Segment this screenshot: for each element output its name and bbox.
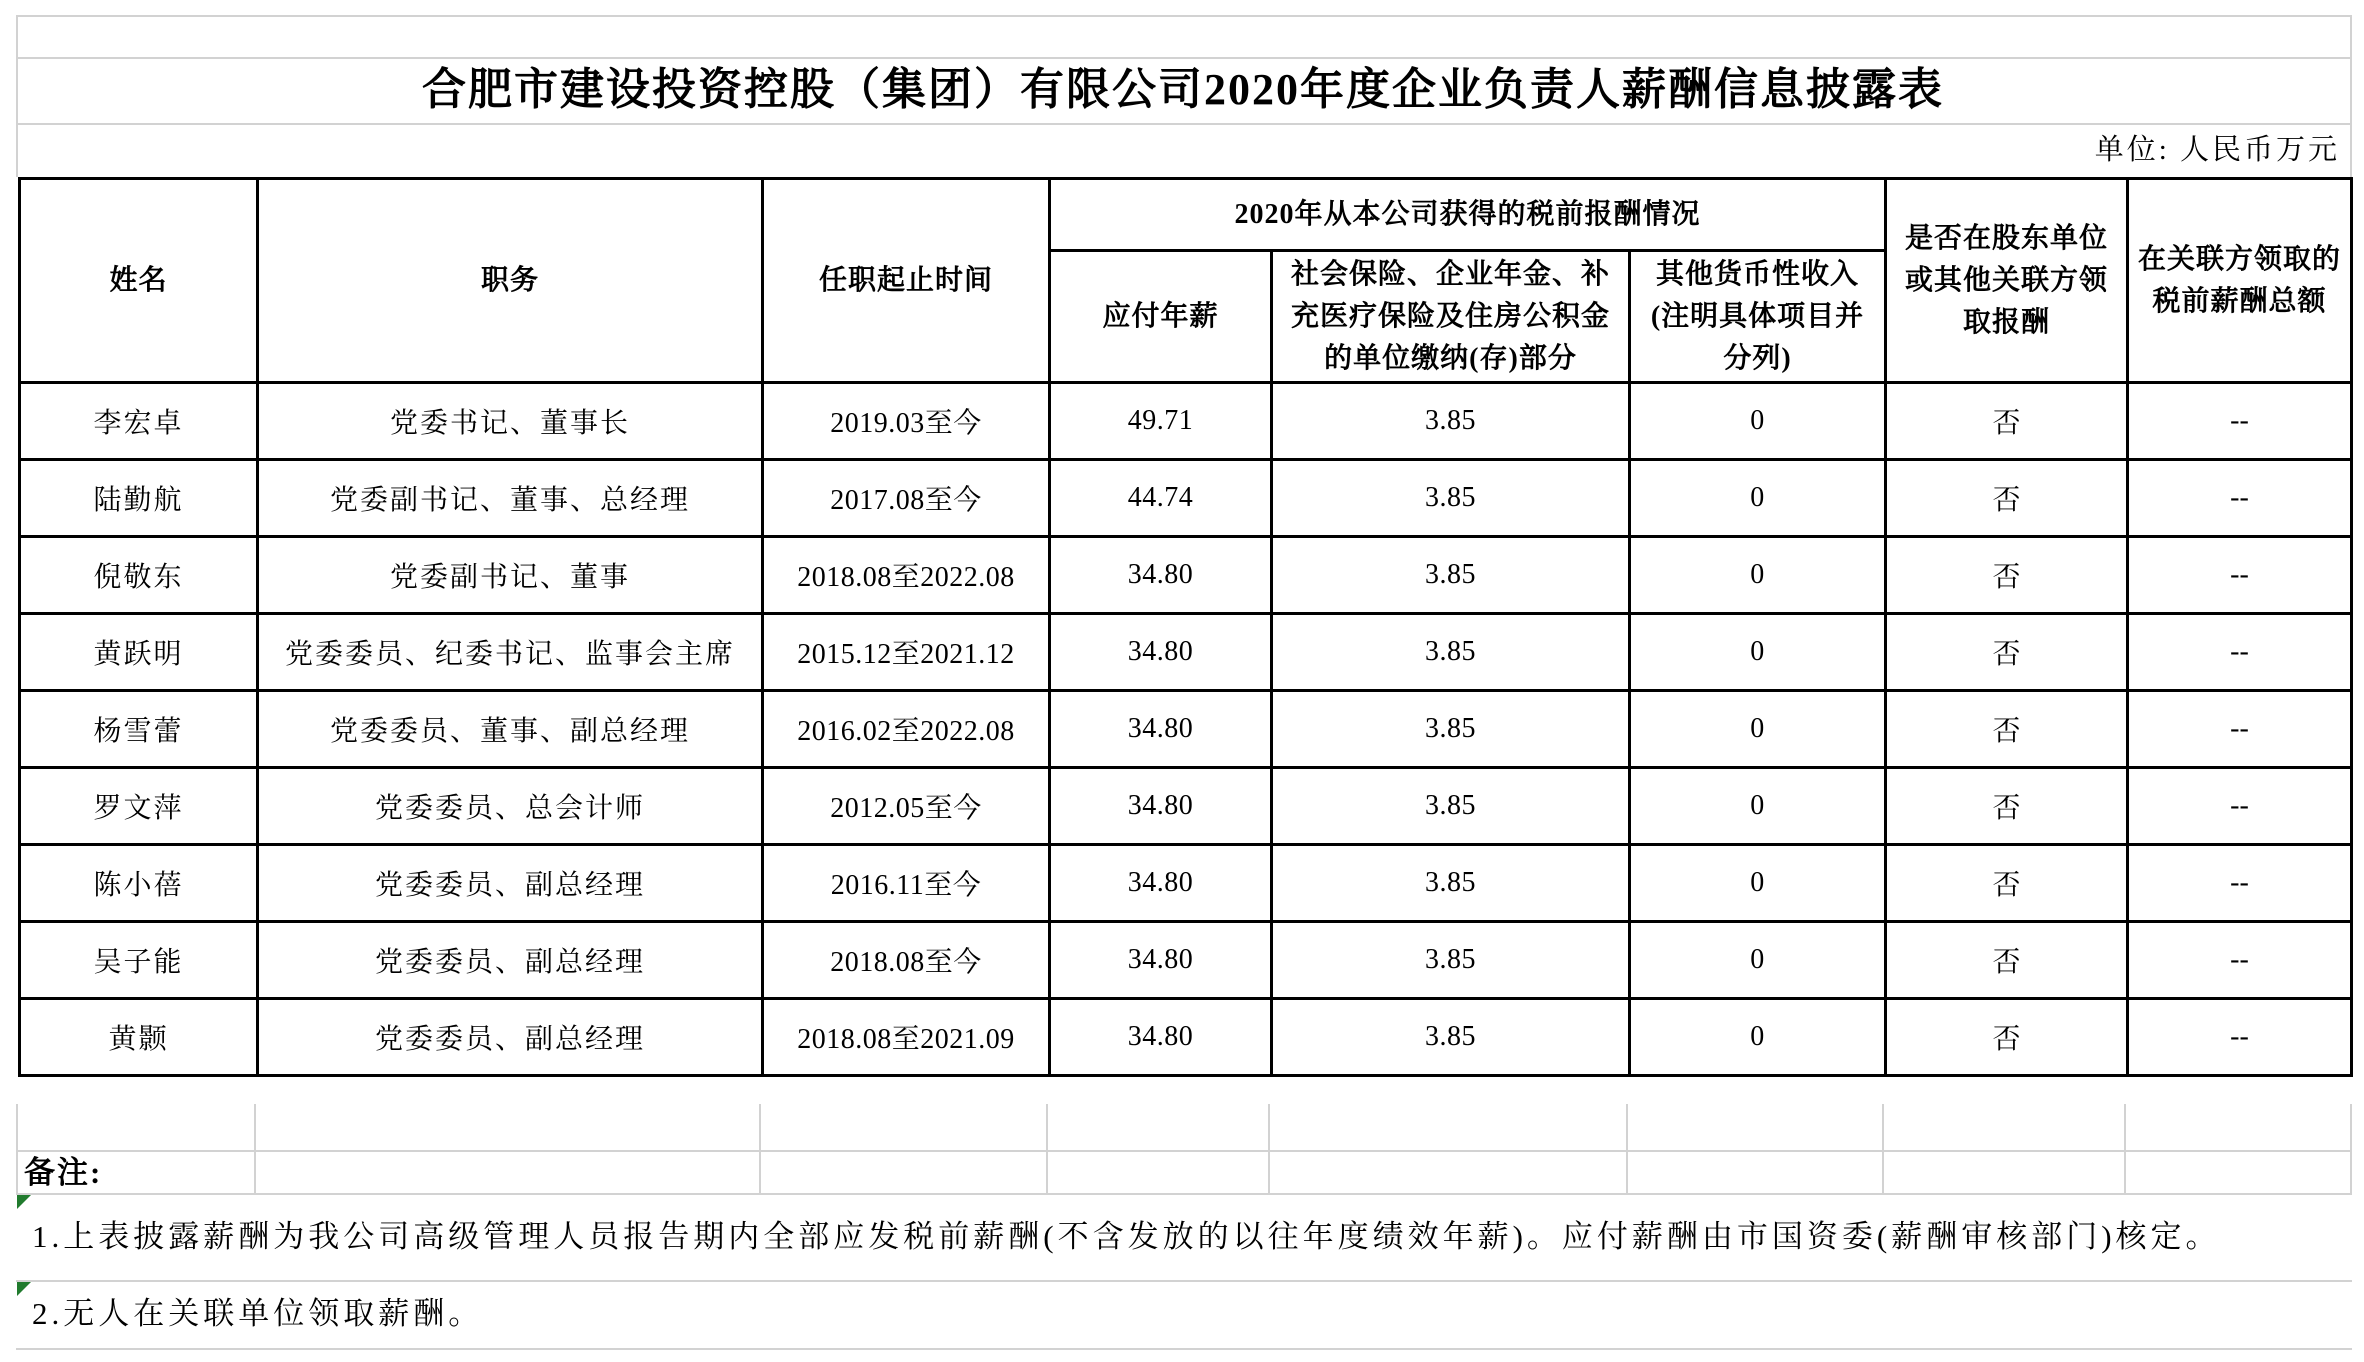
cell-salary: 49.71 xyxy=(1050,383,1272,460)
cell-term: 2012.05至今 xyxy=(763,768,1050,845)
cell-related: 否 xyxy=(1886,768,2128,845)
gridline xyxy=(1626,1104,1628,1193)
cell-related: 否 xyxy=(1886,691,2128,768)
gridline xyxy=(1882,1104,1884,1193)
table-row xyxy=(20,691,2352,768)
cell-salary: 34.80 xyxy=(1050,922,1272,999)
gridline xyxy=(1268,1104,1270,1193)
cell-name: 罗文萍 xyxy=(20,768,258,845)
cell-other: 0 xyxy=(1630,691,1886,768)
cell-salary: 34.80 xyxy=(1050,691,1272,768)
cell-total: -- xyxy=(2128,537,2352,614)
cell-total: -- xyxy=(2128,383,2352,460)
cell-salary: 34.80 xyxy=(1050,537,1272,614)
cell-total: -- xyxy=(2128,845,2352,922)
cell-position: 党委委员、纪委书记、监事会主席 xyxy=(258,614,763,691)
gridline xyxy=(254,1104,256,1193)
cell-related: 否 xyxy=(1886,460,2128,537)
cell-name: 陆勤航 xyxy=(20,460,258,537)
cell-related: 否 xyxy=(1886,922,2128,999)
cell-related: 否 xyxy=(1886,845,2128,922)
table-row xyxy=(20,460,2352,537)
note-item: 1.上表披露薪酬为我公司高级管理人员报告期内全部应发税前薪酬(不含发放的以往年度绩效年薪)。应付薪酬由市国资委(薪酬审核部门)核定。 xyxy=(32,1219,2221,1254)
table-row xyxy=(20,999,2352,1076)
remarks-label: 备注: xyxy=(24,1155,103,1190)
cell-insurance: 3.85 xyxy=(1272,999,1630,1076)
cell-name: 陈小蓓 xyxy=(20,845,258,922)
cell-position: 党委委员、副总经理 xyxy=(258,845,763,922)
cell-salary: 44.74 xyxy=(1050,460,1272,537)
gridline xyxy=(2124,1104,2126,1193)
gridline xyxy=(16,1104,18,1193)
cell-total: -- xyxy=(2128,460,2352,537)
gridline xyxy=(2350,1104,2352,1193)
cell-insurance: 3.85 xyxy=(1272,614,1630,691)
gridline xyxy=(16,1150,2352,1152)
cell-insurance: 3.85 xyxy=(1272,922,1630,999)
gridline xyxy=(16,15,2352,17)
cell-term: 2019.03至今 xyxy=(763,383,1050,460)
cell-insurance: 3.85 xyxy=(1272,768,1630,845)
cell-salary: 34.80 xyxy=(1050,845,1272,922)
cell-position: 党委委员、副总经理 xyxy=(258,999,763,1076)
cell-other: 0 xyxy=(1630,460,1886,537)
cell-total: -- xyxy=(2128,614,2352,691)
cell-insurance: 3.85 xyxy=(1272,460,1630,537)
unit-label: 单位: 人民币万元 xyxy=(2094,134,2340,166)
header-related-total: 在关联方领取的税前薪酬总额 xyxy=(2128,179,2352,383)
table-row xyxy=(20,614,2352,691)
cell-term: 2015.12至2021.12 xyxy=(763,614,1050,691)
gridline xyxy=(759,1104,761,1193)
header-related-pay: 是否在股东单位或其他关联方领取报酬 xyxy=(1886,179,2128,383)
gridline xyxy=(1046,1104,1048,1193)
cell-other: 0 xyxy=(1630,768,1886,845)
cell-other: 0 xyxy=(1630,999,1886,1076)
cell-name: 黄颢 xyxy=(20,999,258,1076)
cell-name: 倪敬东 xyxy=(20,537,258,614)
cell-insurance: 3.85 xyxy=(1272,383,1630,460)
cell-term: 2018.08至2022.08 xyxy=(763,537,1050,614)
header-position: 职务 xyxy=(258,179,763,383)
cell-salary: 34.80 xyxy=(1050,999,1272,1076)
cell-other: 0 xyxy=(1630,845,1886,922)
cell-total: -- xyxy=(2128,691,2352,768)
green-triangle-icon xyxy=(17,1195,31,1209)
cell-name: 李宏卓 xyxy=(20,383,258,460)
cell-other: 0 xyxy=(1630,922,1886,999)
cell-term: 2017.08至今 xyxy=(763,460,1050,537)
green-triangle-icon xyxy=(17,1282,31,1296)
table-row xyxy=(20,383,2352,460)
cell-salary: 34.80 xyxy=(1050,614,1272,691)
header-insurance: 社会保险、企业年金、补充医疗保险及住房公积金的单位缴纳(存)部分 xyxy=(1272,251,1630,383)
cell-related: 否 xyxy=(1886,999,2128,1076)
header-name: 姓名 xyxy=(20,179,258,383)
cell-other: 0 xyxy=(1630,383,1886,460)
cell-position: 党委副书记、董事 xyxy=(258,537,763,614)
table-row xyxy=(20,768,2352,845)
cell-total: -- xyxy=(2128,768,2352,845)
header-term: 任职起止时间 xyxy=(763,179,1050,383)
cell-salary: 34.80 xyxy=(1050,768,1272,845)
cell-total: -- xyxy=(2128,999,2352,1076)
table-row xyxy=(20,845,2352,922)
cell-name: 黄跃明 xyxy=(20,614,258,691)
cell-term: 2016.02至2022.08 xyxy=(763,691,1050,768)
cell-term: 2018.08至今 xyxy=(763,922,1050,999)
cell-other: 0 xyxy=(1630,537,1886,614)
cell-term: 2016.11至今 xyxy=(763,845,1050,922)
cell-name: 杨雪蕾 xyxy=(20,691,258,768)
header-group-pretax-pay: 2020年从本公司获得的税前报酬情况 xyxy=(1050,179,1886,251)
gridline xyxy=(2350,15,2352,177)
cell-insurance: 3.85 xyxy=(1272,845,1630,922)
table-row xyxy=(20,537,2352,614)
cell-position: 党委书记、董事长 xyxy=(258,383,763,460)
cell-term: 2018.08至2021.09 xyxy=(763,999,1050,1076)
cell-position: 党委委员、董事、副总经理 xyxy=(258,691,763,768)
cell-insurance: 3.85 xyxy=(1272,537,1630,614)
cell-position: 党委委员、副总经理 xyxy=(258,922,763,999)
cell-other: 0 xyxy=(1630,614,1886,691)
salary-table xyxy=(18,177,2353,1077)
header-other-income: 其他货币性收入(注明具体项目并分列) xyxy=(1630,251,1886,383)
note-item: 2.无人在关联单位领取薪酬。 xyxy=(32,1296,484,1331)
cell-related: 否 xyxy=(1886,383,2128,460)
table-header-row xyxy=(20,179,2352,251)
table-row xyxy=(20,922,2352,999)
cell-total: -- xyxy=(2128,922,2352,999)
cell-insurance: 3.85 xyxy=(1272,691,1630,768)
header-salary: 应付年薪 xyxy=(1050,251,1272,383)
page-title: 合肥市建设投资控股（集团）有限公司2020年度企业负责人薪酬信息披露表 xyxy=(422,65,1944,114)
cell-name: 吴子能 xyxy=(20,922,258,999)
cell-position: 党委委员、总会计师 xyxy=(258,768,763,845)
cell-related: 否 xyxy=(1886,537,2128,614)
cell-position: 党委副书记、董事、总经理 xyxy=(258,460,763,537)
gridline xyxy=(16,1348,2352,1350)
cell-related: 否 xyxy=(1886,614,2128,691)
